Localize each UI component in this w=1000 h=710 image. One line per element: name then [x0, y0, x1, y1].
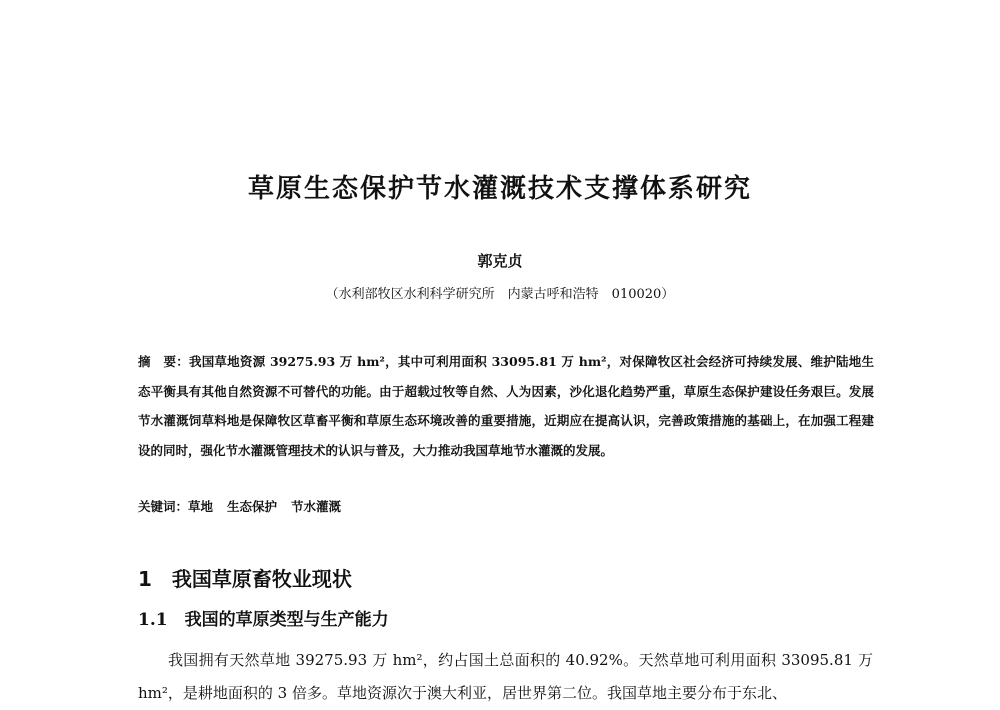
- keyword-item: 节水灌溉: [291, 499, 342, 514]
- body-paragraph: 我国拥有天然草地 39275.93 万 hm²，约占国土总面积的 40.92%。天然草地可利用面积 33095.81 万 hm²，是耕地面积的 3 倍多。草地资源次于澳大利亚，居世界第二位。我国草地主要分布于东北、: [138, 651, 873, 702]
- author-affiliation: （水利部牧区水利科学研究所 内蒙古呼和浩特 010020）: [325, 287, 675, 302]
- subsection-heading: 1.1 我国的草原类型与生产能力: [138, 610, 389, 630]
- author-name: 郭克贞: [477, 252, 523, 270]
- section-heading: 1 我国草原畜牧业现状: [138, 567, 352, 591]
- keyword-item: 草地: [188, 499, 214, 514]
- abstract: [138, 347, 874, 465]
- keyword-item: 生态保护: [227, 499, 278, 514]
- keywords-label: 关键词：: [138, 499, 189, 514]
- abstract-text: 我国草地资源 39275.93 万 hm²，其中可利用面积 33095.81 万 hm²，对保障牧区社会经济可持续发展、维护陆地生态平衡具有其他自然资源不可替代的功能。由于超载过牧等自然、人为因素，沙化退化趋势严重，草原生态保护建设任务艰巨。发展节水灌溉饲草料地是保障牧区草畜平衡和草原生态环境改善的重要措施，近期应在提高认识，完善政策措施的基础上，在加强工程建设的同时，强化节水灌溉管理技术的认识与普及，大力推动我国草地节水灌溉的发展。: [138, 354, 874, 458]
- paper-title: 草原生态保护节水灌溉技术支撑体系研究: [247, 174, 752, 204]
- abstract-label: 摘 要：: [138, 354, 189, 369]
- keywords: [138, 497, 355, 515]
